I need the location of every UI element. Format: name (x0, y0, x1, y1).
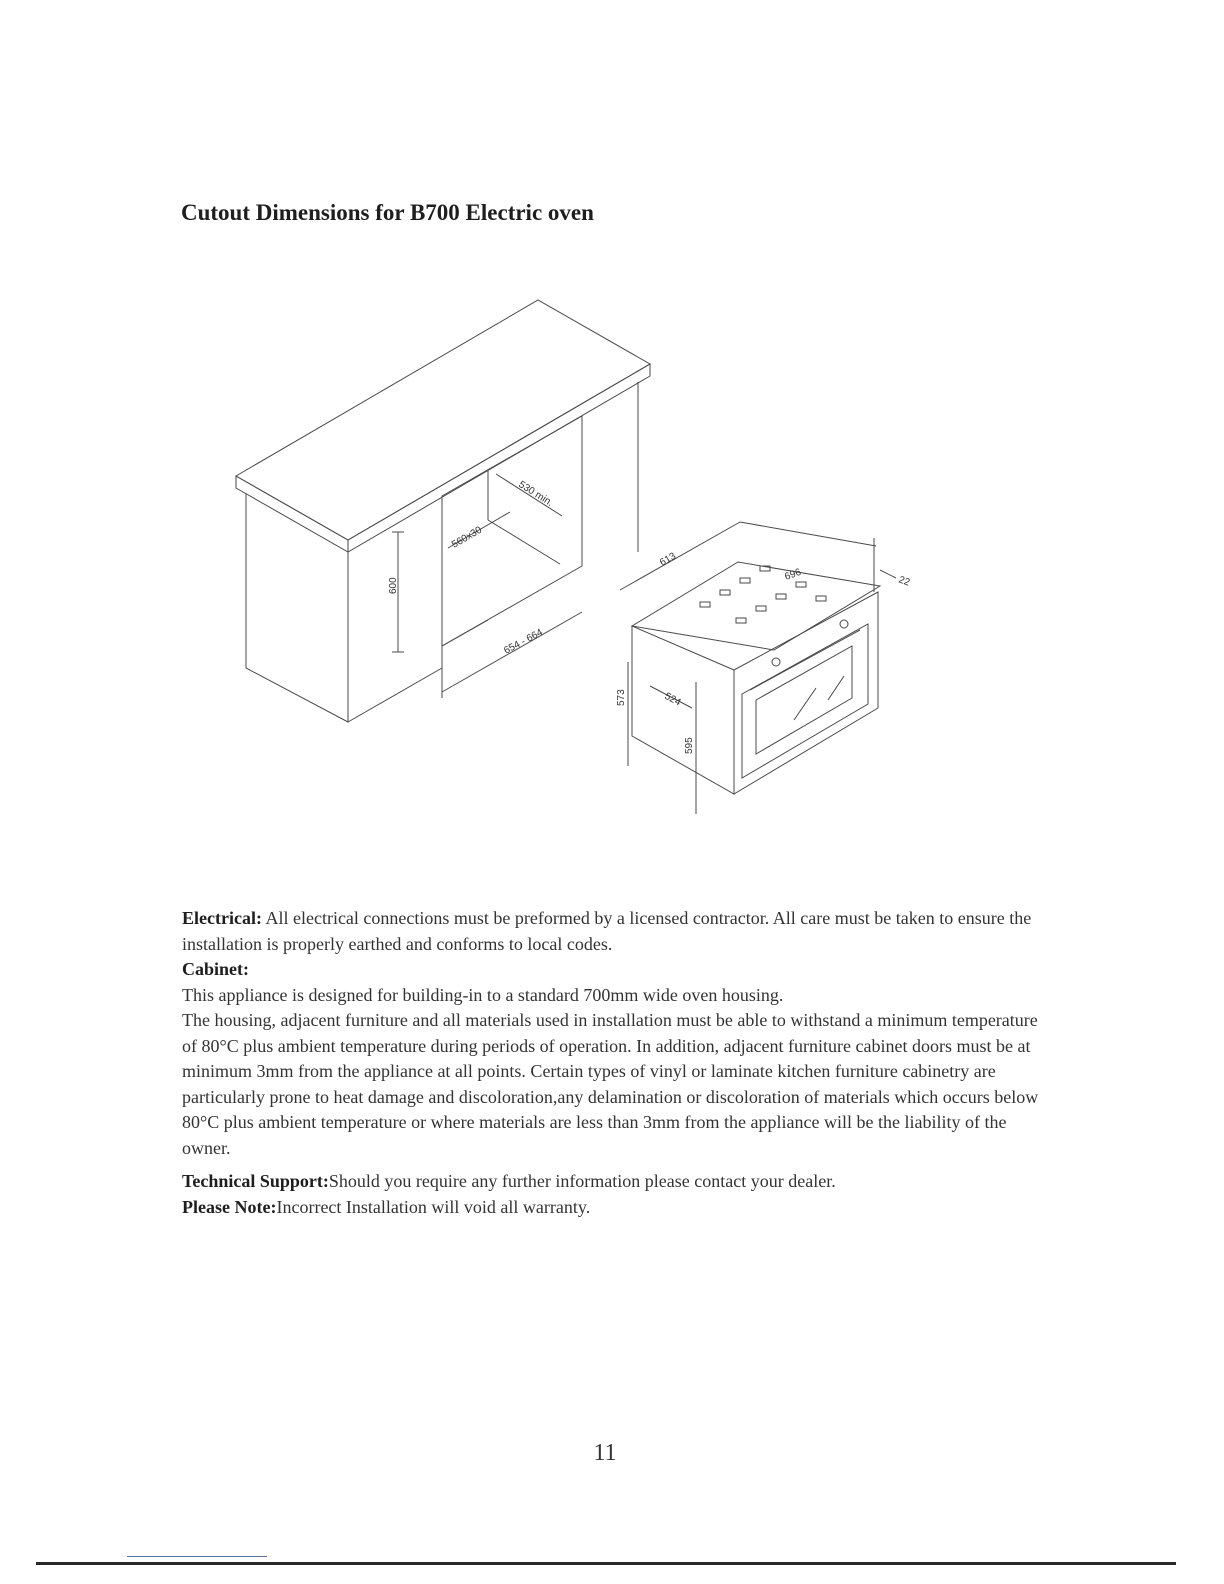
cutout-back (442, 620, 488, 646)
oven-handle (750, 630, 860, 690)
dim-613-label: 613 (658, 550, 678, 569)
dim-696-label: 696 (783, 566, 803, 583)
vent-slot (776, 594, 786, 599)
dim-595-label: 595 (684, 737, 695, 754)
oven-glass-reflection-1 (794, 688, 816, 720)
oven-front-panel (734, 592, 878, 794)
vent-slot (756, 606, 766, 611)
cabinet-line2: The housing, adjacent furniture and all materials used in installation must be able to withstand a minimum temperature of 80°C plus ambient temperature during periods of operation. In addition, adjacent furniture cabinet doors must be at minimum 3mm from the appliance at all points. Certain types of vinyl or laminate kitchen furniture cabinetry are particularly prone to heat damage and discoloration,any delamination or discoloration of materials which occurs below 80°C plus ambient temperature or where materials are less than 3mm from the appliance will be the liability of the owner. (182, 1010, 1039, 1158)
cabinet-line1: This appliance is designed for building-in to a standard 700mm wide oven housing. (182, 984, 784, 1005)
dim-560-label: 560x30 (450, 524, 484, 551)
page-number: 11 (593, 1440, 617, 1466)
vent-slot (736, 618, 746, 623)
page-title: Cutout Dimensions for B700 Electric oven (181, 200, 594, 225)
vent-slot (740, 578, 750, 583)
dim-span-label: 654 - 664 (502, 627, 545, 657)
dim-600-label: 600 (388, 577, 399, 594)
dim-530-label: 530 min. (516, 479, 555, 509)
dim-696-line (740, 522, 876, 546)
cutout-diagram-svg (220, 290, 920, 830)
installation-notes (182, 906, 1042, 1220)
cabinet-cutout (442, 416, 582, 646)
oven-vents (700, 566, 826, 623)
oven-door-glass (756, 646, 852, 754)
dim-22-arrow (880, 570, 896, 578)
support-paragraph (182, 1169, 1042, 1195)
cabinet-worktop-front (236, 476, 348, 552)
electrical-text: All electrical connections must be preformed by a licensed contractor. All care must be taken to ensure the installation is properly earthed and conforms to local codes. (182, 908, 1032, 954)
electrical-paragraph (182, 906, 1042, 957)
dim-573-label: 573 (616, 689, 627, 706)
footer-link-line (127, 1556, 267, 1557)
dim-22-label: 22 (896, 574, 912, 589)
note-paragraph (182, 1195, 1042, 1221)
dim-524-label: 524 (662, 690, 683, 709)
oven-knob-left (772, 658, 780, 666)
cabinet-worktop-side (348, 364, 650, 552)
cabinet-heading: Cabinet: (182, 959, 249, 979)
oven-side (632, 626, 734, 794)
cutout-diagram (220, 290, 920, 830)
note-heading: Please Note: (182, 1196, 277, 1217)
vent-slot (700, 602, 710, 607)
vent-slot (720, 590, 730, 595)
support-text: Should you require any further information please contact your dealer. (328, 1171, 836, 1191)
cutout-inner-shelf (488, 520, 560, 564)
oven-glass-reflection-2 (828, 676, 844, 700)
oven-knob-right (840, 620, 848, 628)
cabinet-left-side (246, 494, 348, 722)
note-text: Incorrect Installation will void all warranty. (276, 1196, 591, 1217)
cabinet-worktop-top (236, 300, 650, 540)
footer-rule (36, 1562, 1176, 1565)
vent-slot (816, 596, 826, 601)
cabinet-base-line (348, 668, 442, 722)
support-heading: Technical Support: (182, 1171, 329, 1191)
cabinet-heading-line (182, 957, 1042, 983)
vent-slot (796, 582, 806, 587)
electrical-heading: Electrical: (182, 908, 262, 928)
